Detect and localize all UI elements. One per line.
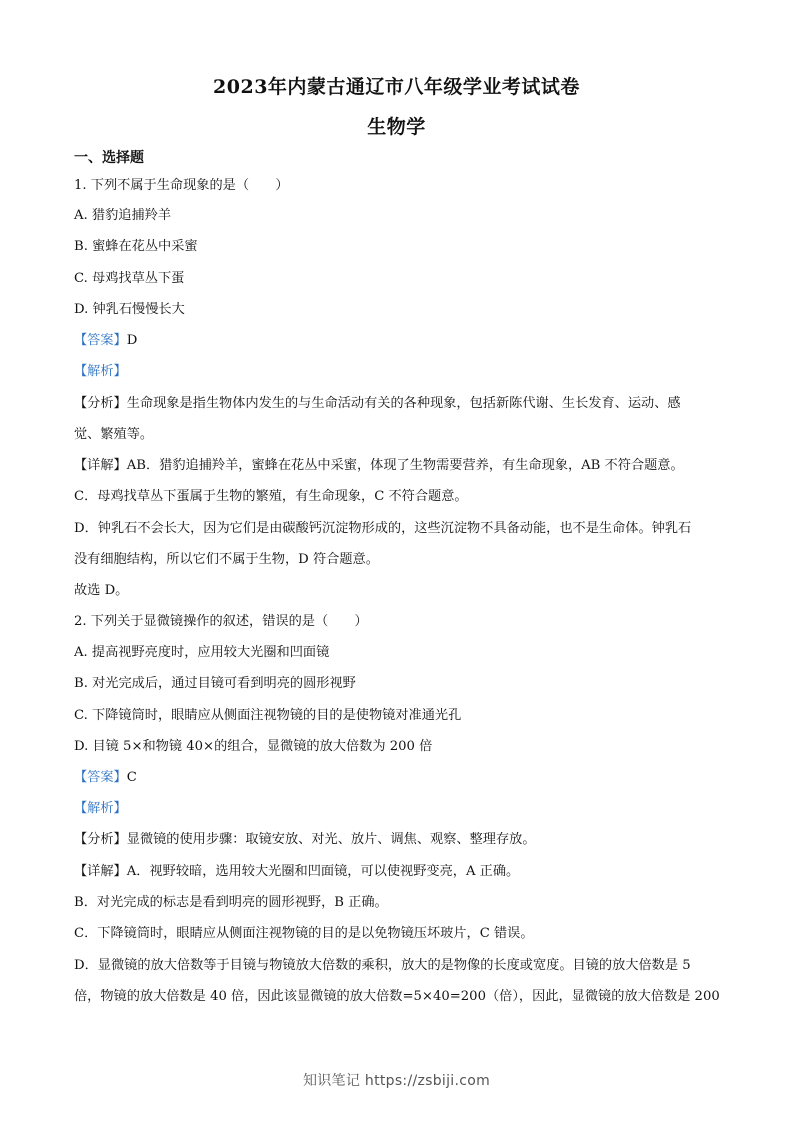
question-2-option-c: C. 下降镜筒时，眼睛应从侧面注视物镜的目的是使物镜对准通光孔 [74,708,462,723]
question-1-detail-c: C．母鸡找草丛下蛋属于生物的繁殖，有生命现象，C 不符合题意。 [74,489,468,504]
question-1-option-c: C. 母鸡找草丛下蛋 [74,271,185,286]
document-title: 2023年内蒙古通辽市八年级学业考试试卷 [213,76,580,98]
document-subject: 生物学 [367,116,426,138]
question-2-explanation-tag [74,799,127,819]
question-1-explanation-tag [74,362,127,382]
question-1-option-b: B. 蜜蜂在花丛中采蜜 [74,239,198,254]
question-2-detail-a: 【详解】A．视野较暗，选用较大光圈和凹面镜，可以使视野变亮，A 正确。 [74,864,520,879]
question-1-stem: 1. 下列不属于生命现象的是（ ） [74,178,289,193]
question-1-analysis: 【分析】生命现象是指生物体内发生的与生命活动有关的各种现象，包括新陈代谢、生长发育、运动、感 [74,396,681,411]
explanation-tag: 【解析】 [74,801,127,816]
explanation-tag: 【解析】 [74,364,127,379]
question-1-conclusion: 故选 D。 [74,583,129,598]
question-1-detail-ab: 【详解】AB．猎豹追捕羚羊，蜜蜂在花丛中采蜜，体现了生物需要营养，有生命现象，AB 不符合题意。 [74,458,684,473]
answer-value: D [126,333,138,348]
answer-value: C [126,770,137,785]
question-2-answer [74,768,137,788]
answer-tag: 【答案】 [74,333,127,348]
question-1-answer [74,331,137,351]
section-heading: 一、选择题 [74,150,144,166]
question-2-option-a: A. 提高视野亮度时，应用较大光圈和凹面镜 [74,645,330,660]
question-1-option-a: A. 猎豹追捕羚羊 [74,208,172,223]
question-1-analysis-cont: 觉、繁殖等。 [74,427,154,442]
footer-watermark: 知识笔记 https://zsbiji.com [302,1073,491,1089]
question-2-detail-c: C．下降镜筒时，眼睛应从侧面注视物镜的目的是以免物镜压坏玻片，C 错误。 [74,926,534,941]
question-2-detail-b: B．对光完成的标志是看到明亮的圆形视野，B 正确。 [74,895,388,910]
question-1-detail-d: D．钟乳石不会长大，因为它们是由碳酸钙沉淀物形成的，这些沉淀物不具备动能，也不是生命体。钟乳石 [74,521,692,536]
answer-tag: 【答案】 [74,770,127,785]
question-1-option-d: D. 钟乳石慢慢长大 [74,302,185,317]
question-2-analysis: 【分析】显微镜的使用步骤：取镜安放、对光、放片、调焦、观察、整理存放。 [74,832,536,847]
question-2-detail-d-cont: 倍，物镜的放大倍数是 40 倍，因此该显微镜的放大倍数=5×40=200（倍），因此，显微镜的放大倍数是 200 [74,989,720,1004]
question-2-stem: 2. 下列关于显微镜操作的叙述，错误的是（ ） [74,614,368,629]
question-1-detail-d-cont: 没有细胞结构，所以它们不属于生物，D 符合题意。 [74,552,379,567]
question-2-option-d: D. 目镜 5×和物镜 40×的组合，显微镜的放大倍数为 200 倍 [74,739,433,754]
question-2-detail-d: D．显微镜的放大倍数等于目镜与物镜放大倍数的乘积，放大的是物像的长度或宽度。目镜的放大倍数是 5 [74,958,691,973]
question-2-option-b: B. 对光完成后，通过目镜可看到明亮的圆形视野 [74,676,356,691]
